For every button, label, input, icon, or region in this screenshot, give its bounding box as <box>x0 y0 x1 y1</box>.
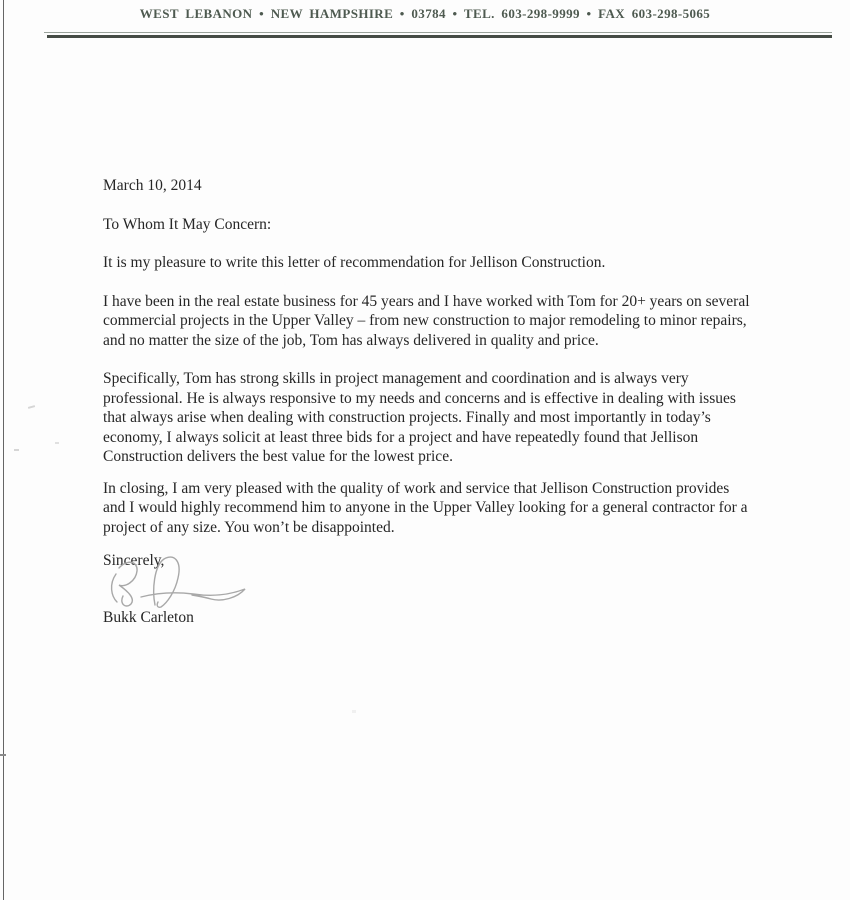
letterhead-address-line: WEST LEBANON • NEW HAMPSHIRE • 03784 • TEL. 603-298-9999 • FAX 603-298-5065 <box>139 6 711 21</box>
scan-speck <box>352 710 356 713</box>
letter-paragraph: I have been in the real estate business for 45 years and I have worked with Tom for 20+ years on several commercial projects in the Upper Valley – from new construction to major remodeling to minor repairs, and no matter the size of the job, Tom has always delivered in quality and price. <box>103 292 750 349</box>
letter-date: March 10, 2014 <box>103 177 202 194</box>
letter-paragraph: In closing, I am very pleased with the quality of work and service that Jellison Construction provides and I would highly recommend him to anyone in the Upper Valley looking for a general contractor for a project of any size. You won’t be disappointed. <box>103 479 748 536</box>
letter-paragraph: It is my pleasure to write this letter of recommendation for Jellison Construction. <box>103 254 606 271</box>
scan-edge-artifact <box>3 0 4 900</box>
letter-body <box>103 176 753 646</box>
signatory-name: Bukk Carleton <box>103 608 194 626</box>
scan-speck <box>28 405 35 409</box>
letter-salutation: To Whom It May Concern: <box>103 215 272 233</box>
letter-closing: Sincerely, <box>103 552 165 569</box>
scan-speck <box>14 449 19 451</box>
handwritten-signature-scribble <box>103 554 263 614</box>
scan-tick-artifact <box>0 754 6 756</box>
letter-paragraph: Specifically, Tom has strong skills in project management and coordination and is always very professional. He is always responsive to my needs and concerns and is effective in dealing with issues that always arise when dealing with construction projects. Finally and most importantly in today’s economy, I always solicit at least three bids for a project and have repeatedly found that Jellison Construction delivers the best value for the lowest price. <box>103 370 736 465</box>
scan-speck <box>55 442 59 444</box>
letterhead-rule-thin <box>44 32 832 33</box>
signature-area <box>103 571 753 608</box>
letterhead-rule-thick <box>47 35 832 38</box>
